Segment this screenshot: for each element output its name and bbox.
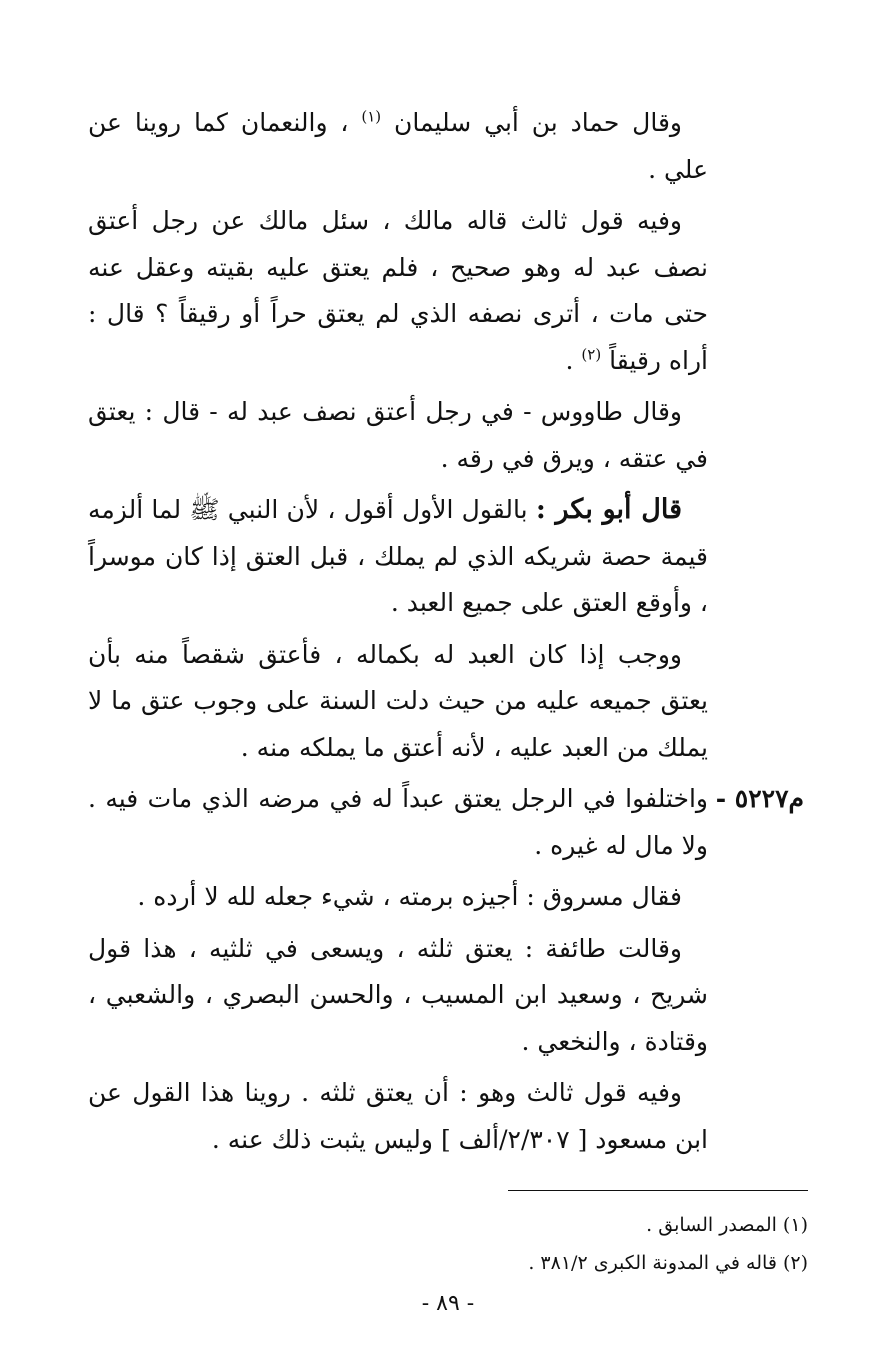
paragraph-3: وقال طاووس - في رجل أعتق نصف عبد له - قال : يعتق في عتقه ، ويرق في رقه . <box>88 397 708 473</box>
main-text <box>88 100 804 1168</box>
entry-number: م٥٢٢٧ - <box>715 784 804 813</box>
paragraph-4: قال أبو بكر : بالقول الأول أقول ، لأن النبي ﷺ لما ألزمه قيمة حصة شريكه الذي لم يملك ، قبل العتق إذا كان موسراً ، وأوقع العتق على جميع العبد . <box>88 494 708 617</box>
footnote-2: (٢) قاله في المدونة الكبرى ٣٨١/٢ . <box>528 1252 808 1274</box>
footnotes <box>208 1207 808 1283</box>
footnote-1: (١) المصدر السابق . <box>646 1214 808 1236</box>
paragraph-9: وفيه قول ثالث وهو : أن يعتق ثلثه . روينا هذا القول عن ابن مسعود [ ٢/٣٠٧/ألف ] وليس يثبت ذلك عنه . <box>88 1078 708 1154</box>
paragraph-8: وقالت طائفة : يعتق ثلثه ، ويسعى في ثلثيه ، هذا قول شريح ، وسعيد ابن المسيب ، والحسن البصري ، والشعبي ، وقتادة ، والنخعي . <box>88 933 708 1056</box>
paragraph-2: وفيه قول ثالث قاله مالك ، سئل مالك عن رجل أعتق نصف عبد له وهو صحيح ، فلم يعتق عليه بقيته وعقل عنه حتى مات ، أترى نصفه الذي لم يعتق حراً أو رقيقاً ؟ قال : أراه رقيقاً $^{(٢)}$ . <box>88 206 708 375</box>
paragraph-7: فقال مسروق : أجيزه برمته ، شيء جعله لله لا أرده . <box>137 882 682 911</box>
paragraph-6: م٥٢٢٧ - واختلفوا في الرجل يعتق عبداً له في مرضه الذي مات فيه . ولا مال له غيره . <box>88 776 708 869</box>
page-number: - ٨٩ - <box>421 1291 475 1316</box>
footnote-marker-1: (١) <box>361 107 382 126</box>
footnote-marker-2: (٢) <box>581 345 602 364</box>
footnote-divider <box>508 1190 808 1191</box>
abu-bakr-heading: قال أبو بكر : <box>535 494 682 525</box>
paragraph-1: وقال حماد بن أبي سليمان $^{(١)}$ ، والنعمان كما روينا عن علي . <box>88 107 708 184</box>
paragraph-5: ووجب إذا كان العبد له بكماله ، فأعتق شقصاً منه بأن يعتق جميعه عليه من حيث دلت السنة على وجوب عتق ما لا يملك من العبد عليه ، لأنه أعتق ما يملكه منه . <box>88 639 708 762</box>
